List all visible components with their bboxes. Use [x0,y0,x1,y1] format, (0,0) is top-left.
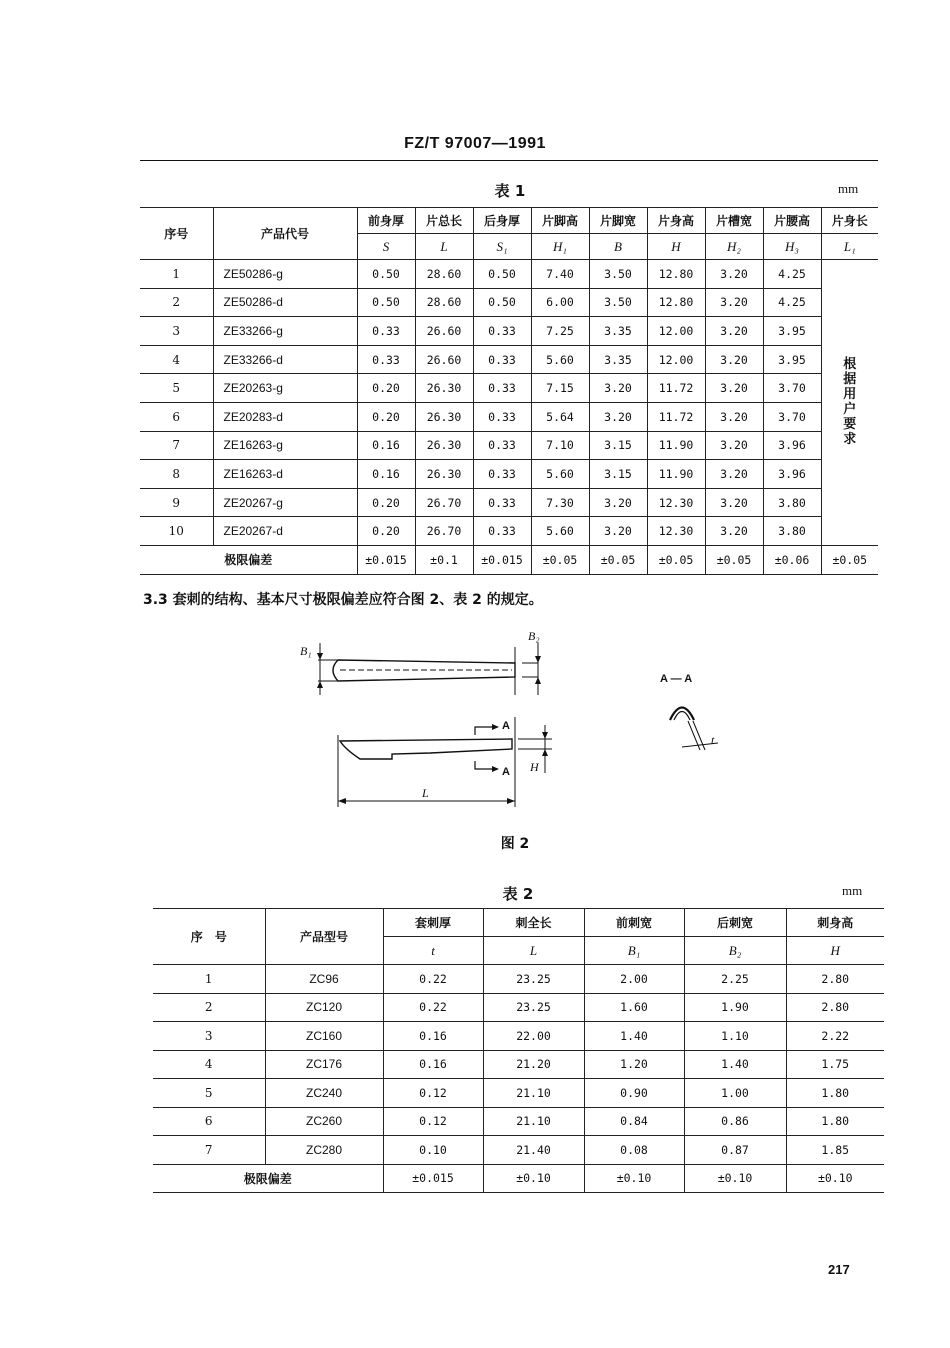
row-seq: 1 [153,965,265,994]
t2-sym: t [383,937,483,965]
value-cell: 0.12 [383,1107,483,1136]
deviation-value: ±0.05 [705,545,763,574]
value-cell: 3.70 [763,402,821,431]
value-cell: 3.20 [705,431,763,460]
value-cell: 12.80 [647,260,705,289]
row-seq: 8 [140,460,213,489]
t2-sym: B₂ [684,937,786,965]
custom-length-note: 根据用户要求 [821,260,878,546]
deviation-value: ±0.10 [786,1164,884,1193]
value-cell: 1.80 [786,1079,884,1108]
product-code: ZE20267-d [213,517,357,546]
value-cell: 0.16 [357,431,415,460]
value-cell: 1.10 [684,1022,786,1051]
product-code: ZE50286-g [213,260,357,289]
deviation-row [140,545,878,574]
t1-sym: L₁ [821,234,878,260]
value-cell: 0.33 [357,317,415,346]
value-cell: 2.25 [684,965,786,994]
value-cell: 26.70 [415,517,473,546]
value-cell: 23.25 [483,965,584,994]
value-cell: 3.35 [589,317,647,346]
value-cell: 3.96 [763,460,821,489]
value-cell: 3.20 [705,488,763,517]
value-cell: 0.50 [357,260,415,289]
deviation-value: ±0.10 [483,1164,584,1193]
value-cell: 2.80 [786,993,884,1022]
value-cell: 0.50 [357,288,415,317]
table-row [153,1050,884,1079]
value-cell: 3.20 [589,402,647,431]
deviation-value: ±0.05 [821,545,878,574]
value-cell: 7.15 [531,374,589,403]
value-cell: 3.20 [705,402,763,431]
table-row [140,288,878,317]
value-cell: 3.80 [763,517,821,546]
value-cell: 21.40 [483,1136,584,1165]
value-cell: 0.86 [684,1107,786,1136]
table-row [140,345,878,374]
t2-sym: B₁ [584,937,684,965]
value-cell: 3.20 [589,517,647,546]
deviation-value: ±0.1 [415,545,473,574]
product-model: ZC160 [265,1022,383,1051]
value-cell: 3.95 [763,345,821,374]
t1-sym: H₂ [705,234,763,260]
value-cell: 7.25 [531,317,589,346]
value-cell: 0.33 [357,345,415,374]
section-3-3-text: 3.3 套刺的结构、基本尺寸极限偏差应符合图 2、表 2 的规定。 [143,592,543,608]
value-cell: 1.80 [786,1107,884,1136]
t2-sym: L [483,937,584,965]
t1-head: 片脚高 [531,208,589,234]
product-code: ZE16263-d [213,460,357,489]
value-cell: 0.10 [383,1136,483,1165]
value-cell: 26.60 [415,317,473,346]
t1-sym: L [415,234,473,260]
value-cell: 0.12 [383,1079,483,1108]
value-cell: 0.22 [383,993,483,1022]
table-row [153,1136,884,1165]
value-cell: 26.60 [415,345,473,374]
row-seq: 3 [153,1022,265,1051]
value-cell: 12.30 [647,488,705,517]
product-model: ZC260 [265,1107,383,1136]
t1-sym: B [589,234,647,260]
value-cell: 0.87 [684,1136,786,1165]
row-seq: 7 [140,431,213,460]
table-row [140,517,878,546]
value-cell: 26.30 [415,431,473,460]
value-cell: 11.72 [647,374,705,403]
value-cell: 28.60 [415,288,473,317]
value-cell: 3.35 [589,345,647,374]
value-cell: 0.20 [357,374,415,403]
row-seq: 2 [153,993,265,1022]
table-row [140,460,878,489]
row-seq: 4 [153,1050,265,1079]
value-cell: 5.60 [531,345,589,374]
label-a-bottom: A [502,766,510,778]
value-cell: 1.85 [786,1136,884,1165]
value-cell: 0.33 [473,431,531,460]
label-t: t [711,733,715,747]
product-model: ZC96 [265,965,383,994]
value-cell: 26.70 [415,488,473,517]
row-seq: 6 [153,1107,265,1136]
label-h: H [530,760,539,774]
value-cell: 1.40 [584,1022,684,1051]
value-cell: 0.90 [584,1079,684,1108]
value-cell: 5.60 [531,517,589,546]
t1-sym: H₃ [763,234,821,260]
table-row [140,431,878,460]
value-cell: 1.40 [684,1050,786,1079]
value-cell: 0.33 [473,488,531,517]
row-seq: 9 [140,488,213,517]
deviation-value: ±0.10 [584,1164,684,1193]
t2-head: 后刺宽 [684,909,786,937]
row-seq: 2 [140,288,213,317]
table-row [153,965,884,994]
value-cell: 6.00 [531,288,589,317]
value-cell: 7.40 [531,260,589,289]
value-cell: 5.60 [531,460,589,489]
value-cell: 3.15 [589,431,647,460]
deviation-value: ±0.05 [589,545,647,574]
value-cell: 11.90 [647,431,705,460]
t1-head: 片腰高 [763,208,821,234]
deviation-label: 极限偏差 [153,1164,383,1193]
value-cell: 0.20 [357,402,415,431]
value-cell: 3.50 [589,260,647,289]
row-seq: 7 [153,1136,265,1165]
table2-caption: 表 2 [502,885,534,903]
value-cell: 2.00 [584,965,684,994]
value-cell: 23.25 [483,993,584,1022]
figure2-caption: 图 2 [500,836,530,852]
product-model: ZC280 [265,1136,383,1165]
value-cell: 1.60 [584,993,684,1022]
deviation-label: 极限偏差 [140,545,357,574]
label-b1: B₁ [300,644,312,658]
value-cell: 0.33 [473,402,531,431]
header-rule [140,160,878,161]
deviation-value: ±0.05 [647,545,705,574]
deviation-value: ±0.015 [383,1164,483,1193]
row-seq: 10 [140,517,213,546]
value-cell: 3.95 [763,317,821,346]
product-code: ZE16263-g [213,431,357,460]
value-cell: 26.30 [415,402,473,431]
table-row [140,374,878,403]
value-cell: 0.33 [473,317,531,346]
table-row [153,1079,884,1108]
t1-sym: H [647,234,705,260]
value-cell: 2.80 [786,965,884,994]
value-cell: 28.60 [415,260,473,289]
t2-head: 刺全长 [483,909,584,937]
value-cell: 3.20 [705,517,763,546]
value-cell: 11.90 [647,460,705,489]
table-row [140,488,878,517]
value-cell: 0.33 [473,345,531,374]
value-cell: 21.20 [483,1050,584,1079]
product-code: ZE20267-g [213,488,357,517]
value-cell: 3.20 [589,488,647,517]
value-cell: 3.20 [705,460,763,489]
deviation-row [153,1164,884,1193]
value-cell: 26.30 [415,460,473,489]
t1-sym: S₁ [473,234,531,260]
value-cell: 12.80 [647,288,705,317]
value-cell: 3.20 [705,260,763,289]
row-seq: 3 [140,317,213,346]
table-row [140,260,878,289]
t1-head: 前身厚 [357,208,415,234]
product-code: ZE20263-g [213,374,357,403]
value-cell: 1.00 [684,1079,786,1108]
table1-caption: 表 1 [494,182,526,200]
t1-head-code: 产品代号 [213,208,357,260]
value-cell: 4.25 [763,260,821,289]
label-l: L [422,786,429,800]
t1-head: 后身厚 [473,208,531,234]
value-cell: 4.25 [763,288,821,317]
value-cell: 1.20 [584,1050,684,1079]
t1-head: 片脚宽 [589,208,647,234]
table1 [140,207,878,575]
value-cell: 3.70 [763,374,821,403]
table-row [153,993,884,1022]
value-cell: 0.33 [473,460,531,489]
value-cell: 11.72 [647,402,705,431]
value-cell: 0.16 [383,1022,483,1051]
value-cell: 0.20 [357,517,415,546]
row-seq: 5 [153,1079,265,1108]
value-cell: 3.20 [705,317,763,346]
t1-sym: H₁ [531,234,589,260]
value-cell: 3.20 [589,374,647,403]
label-a-top: A [502,720,510,732]
value-cell: 1.90 [684,993,786,1022]
value-cell: 0.33 [473,374,531,403]
row-seq: 5 [140,374,213,403]
table1-unit: mm [838,181,859,196]
t2-head-seq: 序 号 [153,909,265,965]
value-cell: 5.64 [531,402,589,431]
row-seq: 4 [140,345,213,374]
table2-unit: mm [842,883,863,898]
value-cell: 7.30 [531,488,589,517]
value-cell: 0.50 [473,288,531,317]
table-row [140,402,878,431]
product-code: ZE33266-d [213,345,357,374]
label-b2: B₂ [528,629,540,643]
standard-header: FZ/T 97007—1991 [404,135,546,152]
value-cell: 21.10 [483,1079,584,1108]
t1-head: 片身长 [821,208,878,234]
figure2-drawing [290,625,740,830]
row-seq: 6 [140,402,213,431]
value-cell: 2.22 [786,1022,884,1051]
value-cell: 12.00 [647,345,705,374]
product-model: ZC176 [265,1050,383,1079]
label-section: A — A [660,673,693,685]
table-row [140,317,878,346]
value-cell: 3.96 [763,431,821,460]
value-cell: 0.16 [357,460,415,489]
t1-head: 片总长 [415,208,473,234]
value-cell: 7.10 [531,431,589,460]
product-model: ZC240 [265,1079,383,1108]
deviation-value: ±0.06 [763,545,821,574]
product-model: ZC120 [265,993,383,1022]
value-cell: 3.20 [705,288,763,317]
t1-head: 片身高 [647,208,705,234]
value-cell: 3.15 [589,460,647,489]
row-seq: 1 [140,260,213,289]
value-cell: 12.30 [647,517,705,546]
value-cell: 22.00 [483,1022,584,1051]
value-cell: 12.00 [647,317,705,346]
table2 [153,908,884,1193]
deviation-value: ±0.10 [684,1164,786,1193]
value-cell: 0.22 [383,965,483,994]
table-row [153,1022,884,1051]
value-cell: 3.50 [589,288,647,317]
value-cell: 3.80 [763,488,821,517]
deviation-value: ±0.015 [357,545,415,574]
value-cell: 0.08 [584,1136,684,1165]
t1-head: 片槽宽 [705,208,763,234]
value-cell: 0.84 [584,1107,684,1136]
deviation-value: ±0.015 [473,545,531,574]
t2-head-model: 产品型号 [265,909,383,965]
product-code: ZE33266-g [213,317,357,346]
t2-head: 前刺宽 [584,909,684,937]
value-cell: 1.75 [786,1050,884,1079]
t2-sym: H [786,937,884,965]
t2-head: 刺身高 [786,909,884,937]
value-cell: 0.16 [383,1050,483,1079]
t1-sym: S [357,234,415,260]
value-cell: 3.20 [705,374,763,403]
product-code: ZE50286-d [213,288,357,317]
value-cell: 0.33 [473,517,531,546]
deviation-value: ±0.05 [531,545,589,574]
t2-head: 套刺厚 [383,909,483,937]
value-cell: 21.10 [483,1107,584,1136]
table-row [153,1107,884,1136]
value-cell: 3.20 [705,345,763,374]
product-code: ZE20283-d [213,402,357,431]
value-cell: 0.20 [357,488,415,517]
t1-head-seq: 序号 [140,208,213,260]
page-number: 217 [828,1262,850,1277]
value-cell: 26.30 [415,374,473,403]
value-cell: 0.50 [473,260,531,289]
